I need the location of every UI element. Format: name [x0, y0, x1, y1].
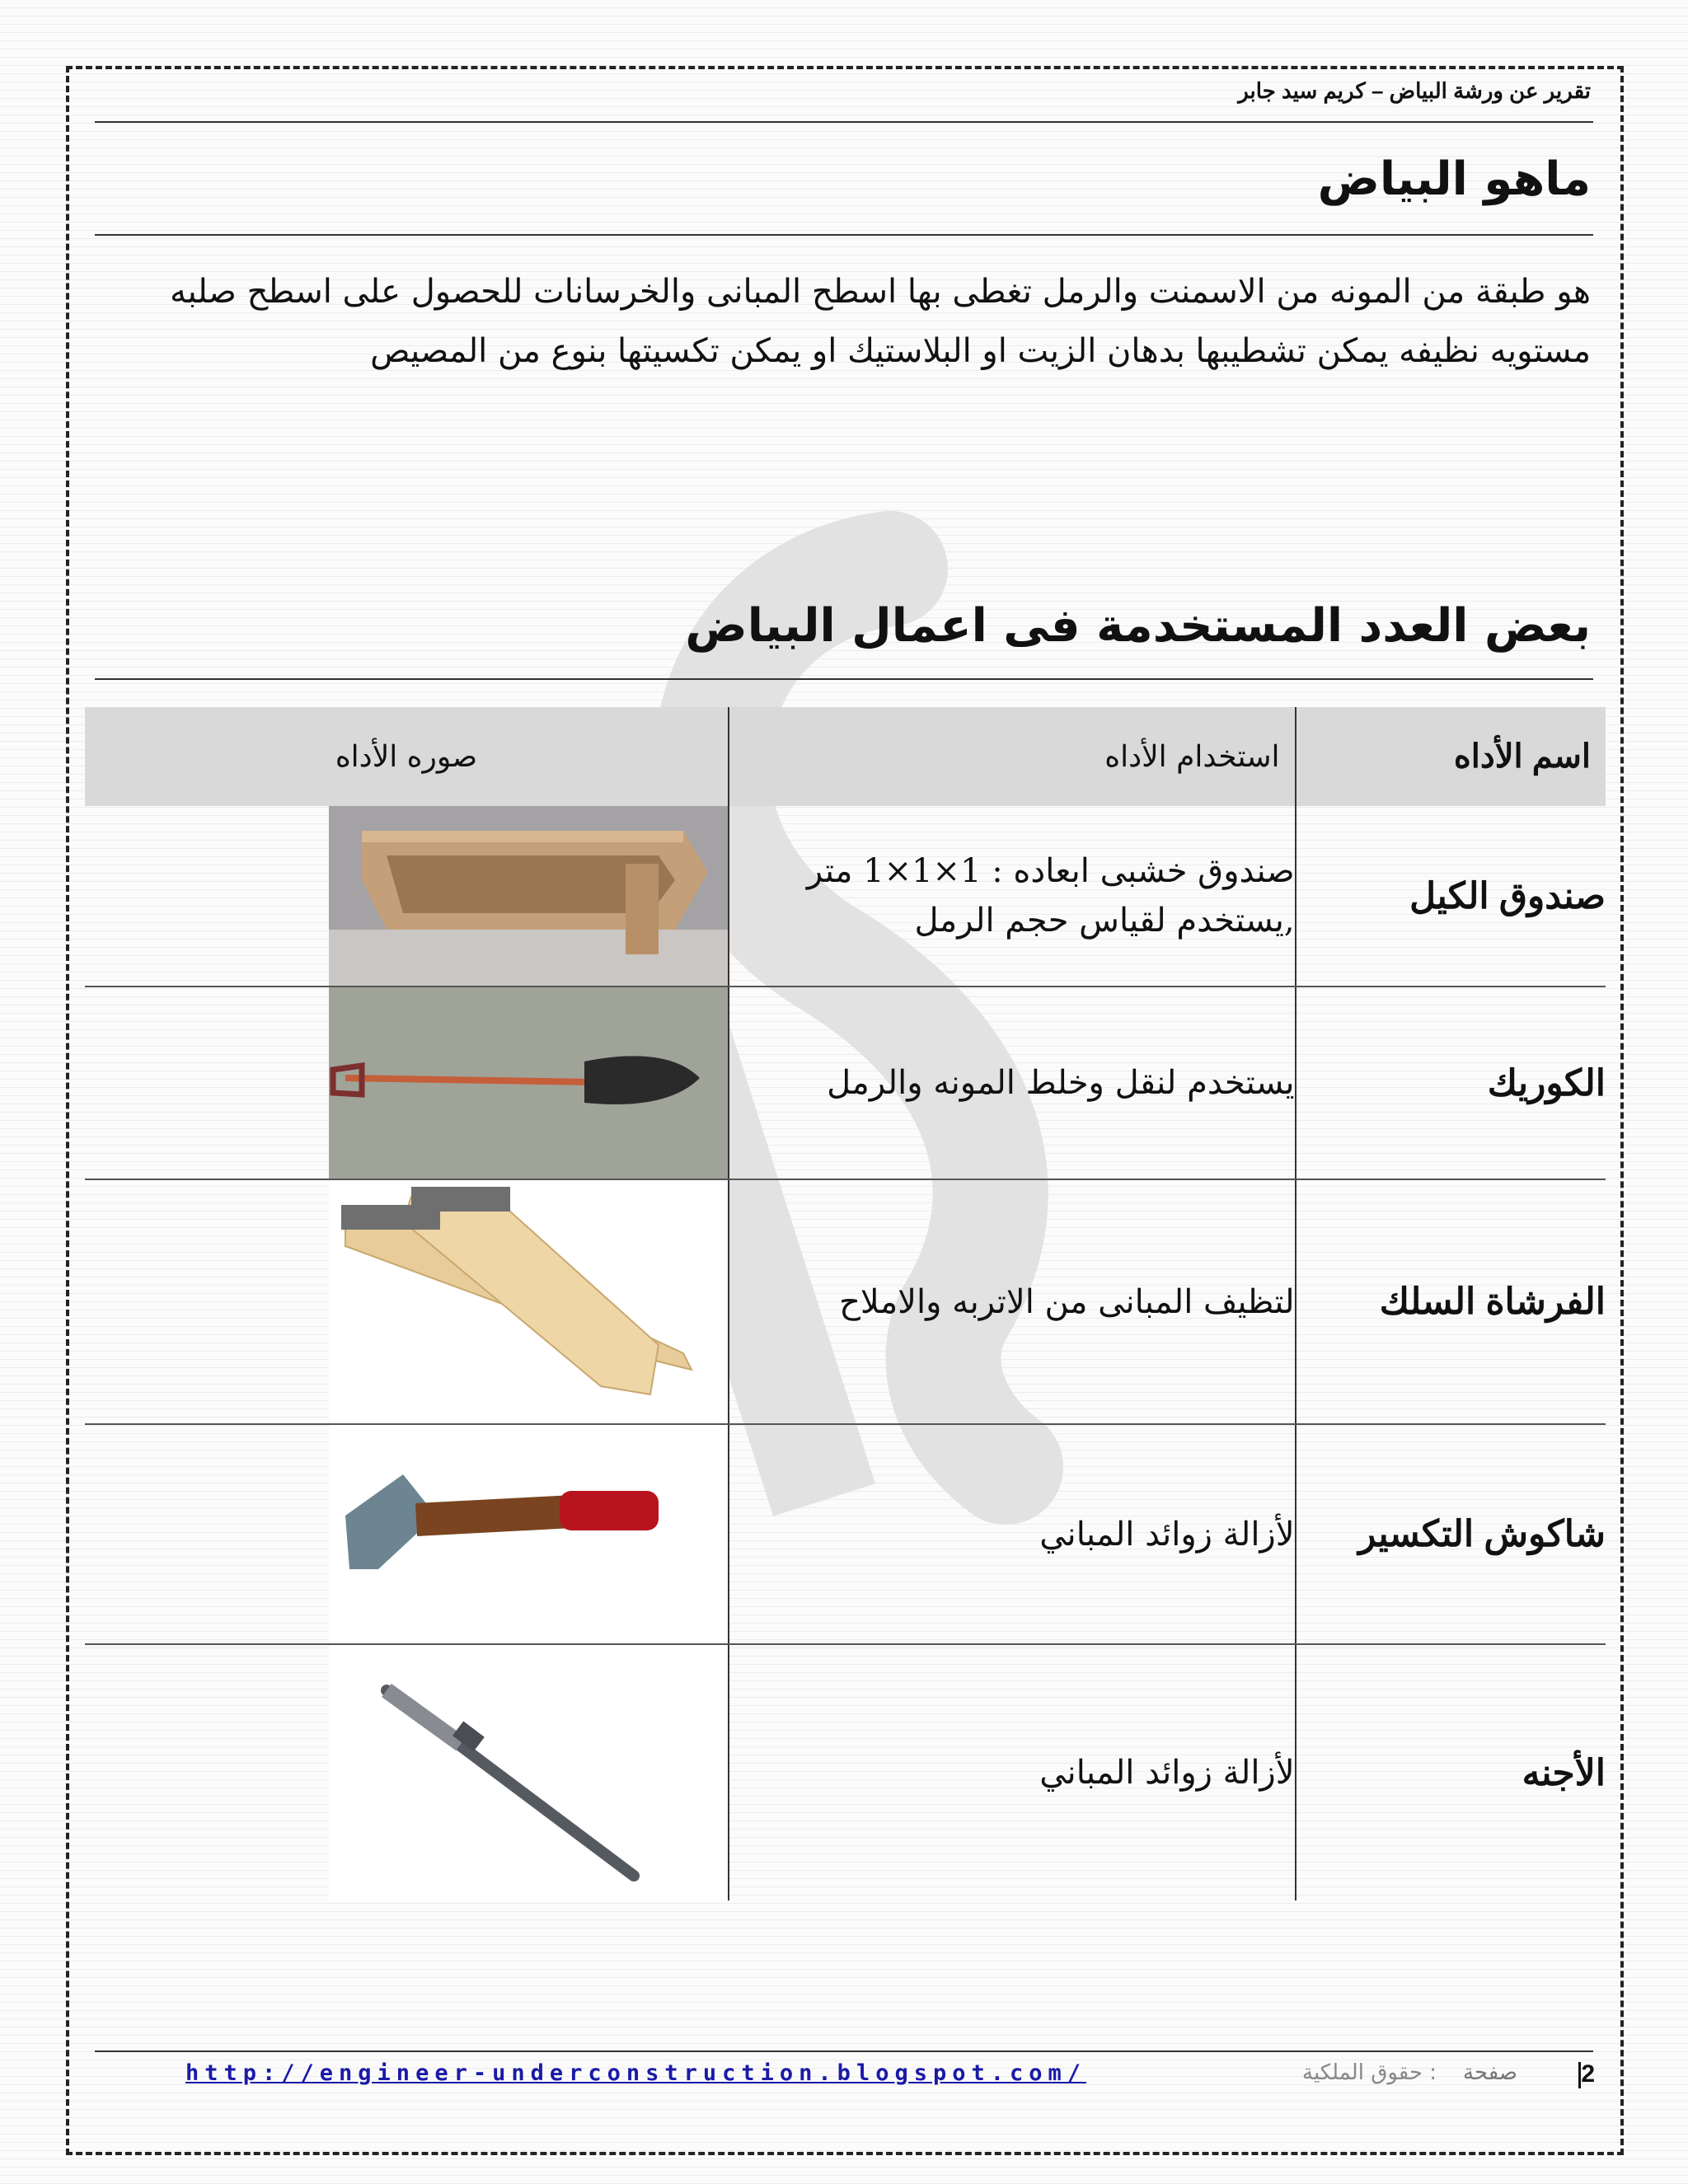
footer-divider — [95, 2050, 1593, 2052]
sledge-hammer-photo — [329, 1425, 728, 1643]
page-footer — [185, 2060, 1595, 2093]
tool-name: الأجنه — [1296, 1644, 1606, 1900]
shovel-photo — [329, 987, 728, 1179]
wooden-box-photo — [329, 806, 728, 986]
table-row — [85, 987, 1606, 1179]
tool-image-cell — [85, 1179, 729, 1424]
header-tool-use: استخدام الأداه — [729, 707, 1296, 806]
tool-use: صندوق خشبى ابعاده : 1×1×1 متر ,يستخدم لقياس حجم الرمل — [729, 806, 1296, 987]
document-header: تقرير عن ورشة البياض – كريم سيد جابر — [1238, 78, 1591, 103]
page-number: 2 — [1581, 2060, 1595, 2088]
tool-use: لأزالة زوائد المباني — [729, 1644, 1296, 1900]
table-row — [85, 1644, 1606, 1900]
tool-name: صندوق الكيل — [1296, 806, 1606, 987]
section-title-tools: بعض العدد المستخدمة فى اعمال البياض — [685, 599, 1591, 653]
blog-link[interactable]: http://engineer-underconstruction.blogspot.com/ — [185, 2060, 1087, 2086]
title-divider — [95, 234, 1593, 236]
table-row — [85, 806, 1606, 987]
tool-image-cell — [85, 987, 729, 1179]
tool-use: لتظيف المبانى من الاتربه والاملاح — [729, 1179, 1296, 1424]
section-title-what-is-plaster: ماهو البياض — [1317, 152, 1591, 206]
table-row — [85, 1179, 1606, 1424]
tool-name: الكوريك — [1296, 987, 1606, 1179]
header-divider — [95, 121, 1593, 123]
tool-use: يستخدم لنقل وخلط المونه والرمل — [729, 987, 1296, 1179]
tool-name: الفرشاة السلك — [1296, 1179, 1606, 1424]
page-number-block — [1568, 2060, 1595, 2088]
table-header-row — [85, 707, 1606, 806]
header-tool-image: صوره الأداه — [85, 707, 729, 806]
tool-name: شاكوش التكسير — [1296, 1424, 1606, 1644]
chisel-photo — [329, 1645, 728, 1900]
tool-use: لأزالة زوائد المباني — [729, 1424, 1296, 1644]
tools-divider — [95, 678, 1593, 680]
tool-image-cell — [85, 1424, 729, 1644]
header-tool-name: اسم الأداه — [1296, 707, 1606, 806]
copyright-label: : حقوق الملكية — [1302, 2060, 1437, 2085]
wire-brush-photo — [329, 1180, 728, 1423]
tools-table — [85, 707, 1606, 1900]
table-row — [85, 1424, 1606, 1644]
definition-paragraph: هو طبقة من المونه من الاسمنت والرمل تغطى بها اسطح المبانى والخرسانات للحصول على اسطح صلبه مستويه نظيفه يمكن تشطيبها بدهان الزيت او البلاستيك او يمكن تكسيتها بنوع من المصيص — [170, 273, 1591, 370]
tool-image-cell — [85, 1644, 729, 1900]
tool-image-cell — [85, 806, 729, 987]
page-label: صفحة — [1463, 2060, 1517, 2085]
